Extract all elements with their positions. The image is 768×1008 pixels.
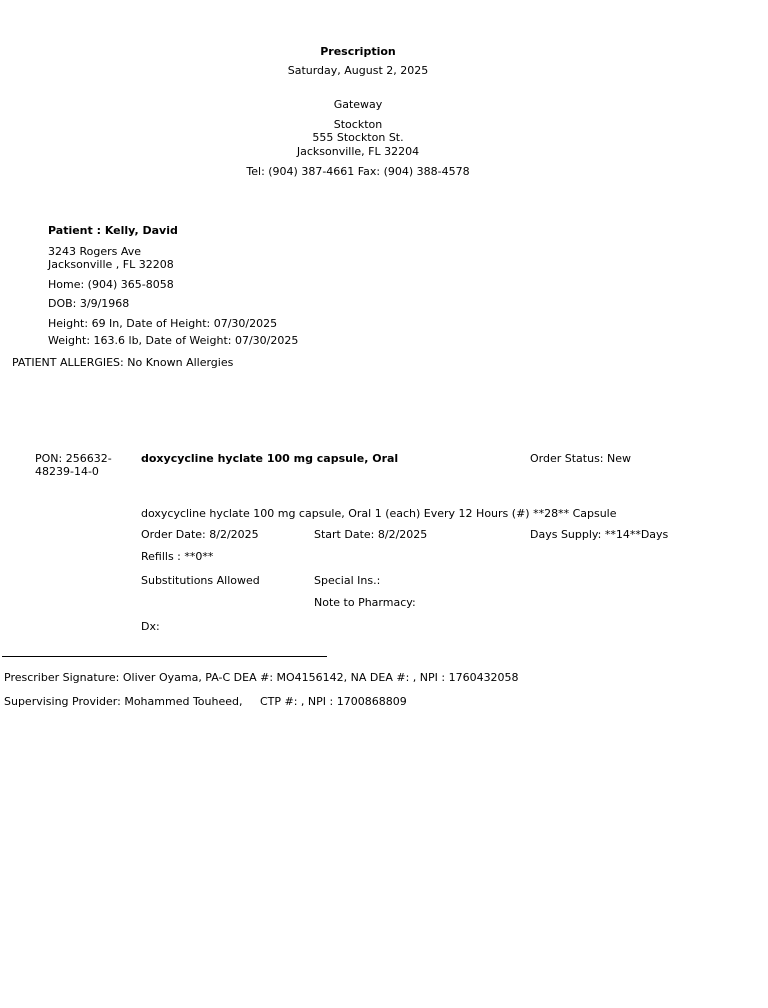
- substitutions: Substitutions Allowed: [141, 574, 260, 587]
- pon-number-line2: 48239-14-0: [35, 465, 99, 478]
- patient-height: Height: 69 In, Date of Height: 07/30/2025: [48, 317, 278, 330]
- drug-sig: doxycycline hyclate 100 mg capsule, Oral 1 (each) Every 12 Hours (#) **28** Capsule: [141, 507, 617, 520]
- prescriber-signature: Prescriber Signature: Oliver Oyama, PA-C DEA #: MO4156142, NA DEA #: , NPI : 1760432058: [4, 671, 519, 684]
- start-date: Start Date: 8/2/2025: [314, 528, 428, 541]
- facility-city-state-zip: Jacksonville, FL 32204: [296, 145, 420, 158]
- special-instructions: Special Ins.:: [314, 574, 381, 587]
- patient-address-line2: Jacksonville , FL 32208: [48, 258, 174, 271]
- facility-group: Gateway: [333, 98, 383, 111]
- prescription-date: Saturday, August 2, 2025: [287, 64, 429, 77]
- patient-name: Patient : Kelly, David: [48, 224, 178, 237]
- patient-allergies: PATIENT ALLERGIES: No Known Allergies: [12, 356, 234, 369]
- patient-address-line1: 3243 Rogers Ave: [48, 245, 142, 258]
- diagnosis: Dx:: [141, 620, 160, 633]
- order-status: Order Status: New: [530, 452, 632, 465]
- facility-phone-fax: Tel: (904) 387-4661 Fax: (904) 388-4578: [246, 165, 470, 178]
- note-to-pharmacy: Note to Pharmacy:: [314, 596, 416, 609]
- patient-home-phone: Home: (904) 365-8058: [48, 278, 174, 291]
- drug-name: doxycycline hyclate 100 mg capsule, Oral: [141, 452, 399, 465]
- signature-line: [2, 656, 327, 657]
- refills: Refills : **0**: [141, 550, 214, 563]
- pon-number-line1: PON: 256632-: [35, 452, 112, 465]
- days-supply: Days Supply: **14**Days: [530, 528, 669, 541]
- facility-street: 555 Stockton St.: [312, 131, 404, 144]
- patient-dob: DOB: 3/9/1968: [48, 297, 130, 310]
- patient-weight: Weight: 163.6 lb, Date of Weight: 07/30/2025: [48, 334, 299, 347]
- facility-name: Stockton: [333, 118, 383, 131]
- order-date: Order Date: 8/2/2025: [141, 528, 259, 541]
- supervising-provider: Supervising Provider: Mohammed Touheed, CTP #: , NPI : 1700868809: [4, 695, 407, 708]
- document-title: Prescription: [320, 45, 396, 58]
